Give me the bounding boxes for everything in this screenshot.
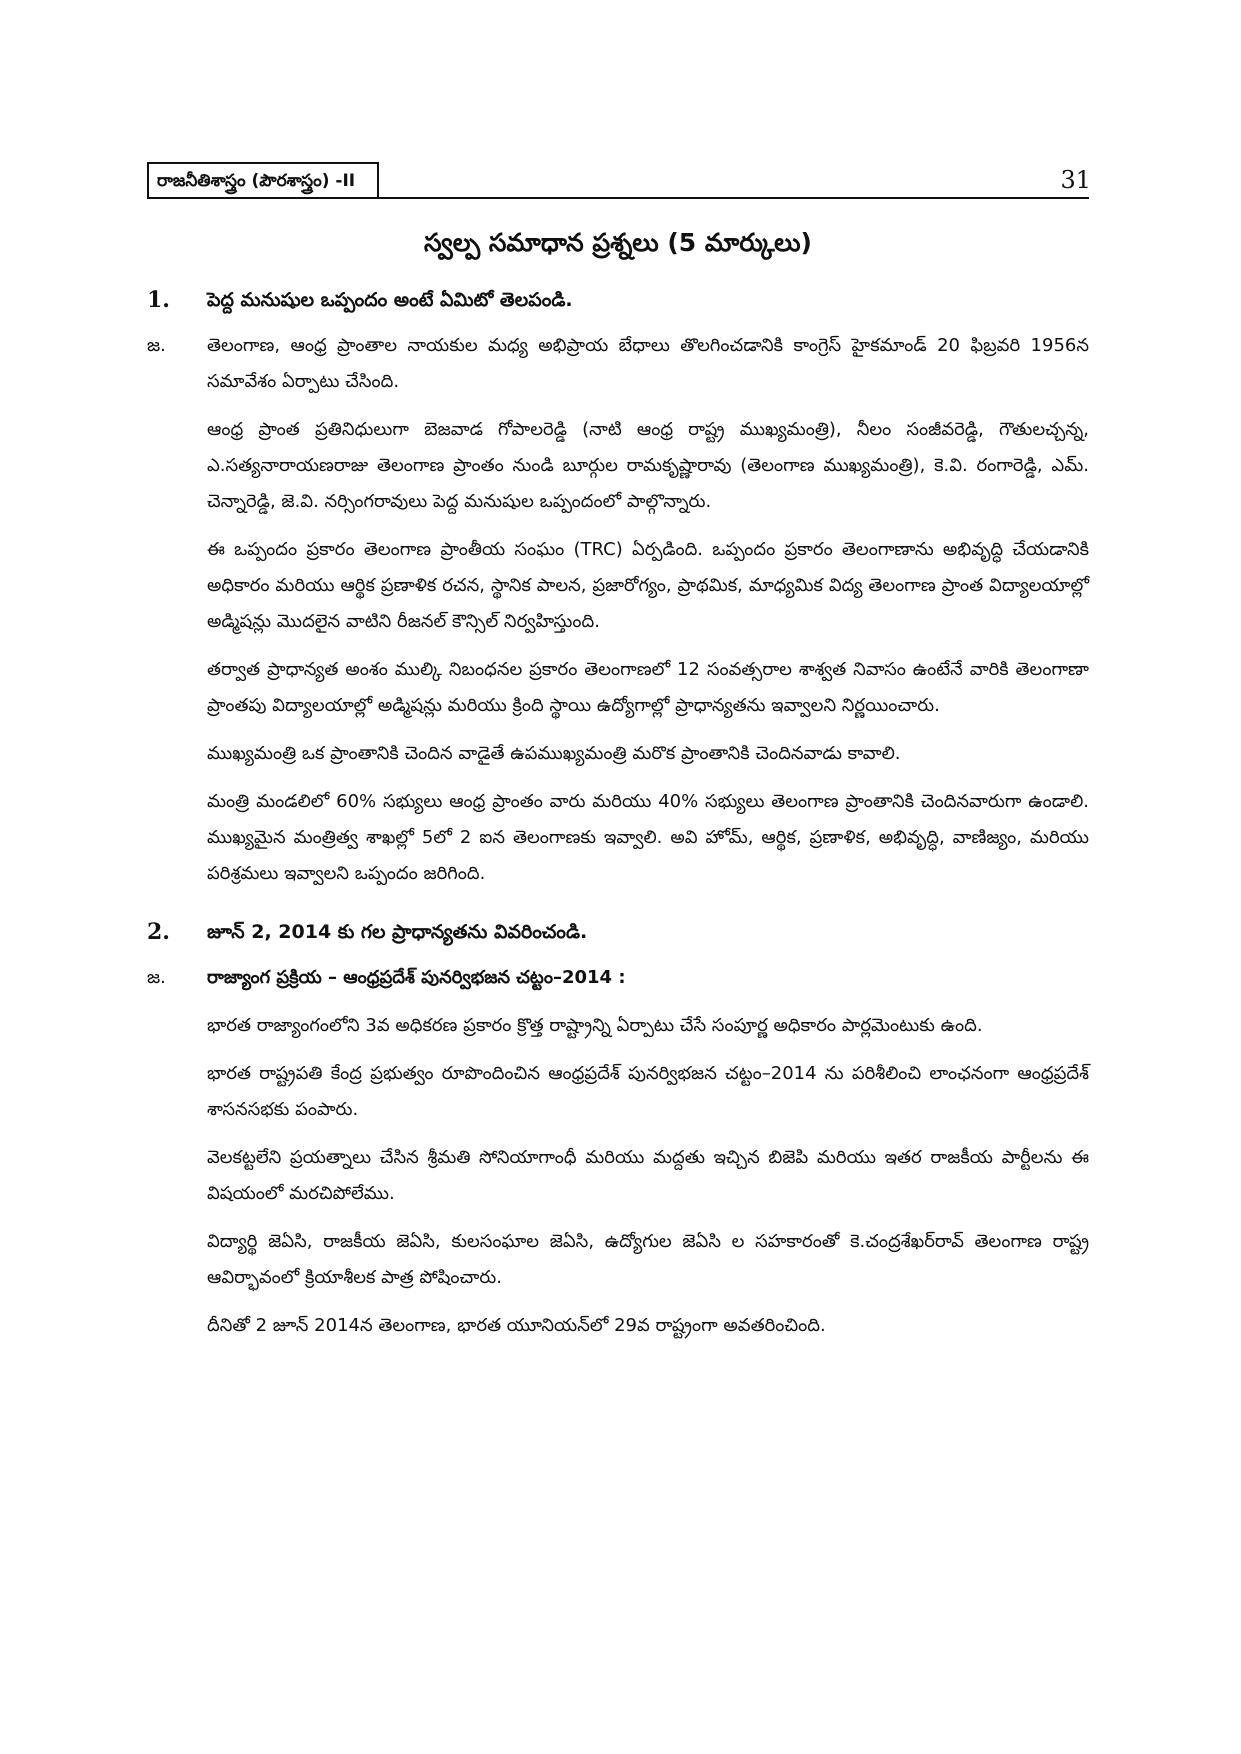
page-number: 31 — [1060, 166, 1091, 194]
spacer — [147, 904, 1089, 914]
answer-paragraph: దీనితో 2 జూన్ 2014న తెలంగాణ, భారత యూనియన్‌లో 29వ రాష్ట్రంగా అవతరించింది. — [207, 1315, 826, 1336]
answer-body — [207, 328, 1089, 412]
answer-1-continued — [147, 412, 1089, 892]
question-text: జూన్ 2, 2014 కు గల ప్రాధాన్యతను వివరించండి. — [207, 921, 588, 943]
answer-paragraph: తెలంగాణ, ఆంధ్ర ప్రాంతాల నాయకుల మధ్య అభిప్రాయ బేధాలు తొలగించడానికి కాంగ్రెస్ హైకమాండ్ 20 ఫిబ్రవరి 1956న సమావేశం ఏర్పాటు చేసింది. — [207, 335, 1089, 392]
answer-paragraph: ఈ ఒప్పందం ప్రకారం తెలంగాణ ప్రాంతీయ సంఘం (TRC) ఏర్పడింది. ఒప్పందం ప్రకారం తెలంగాణాను అభివృద్ధి చేయడానికి అధికారం మరియు ఆర్థిక ప్రణాళిక రచన, స్థానిక పాలన, ప్రజారోగ్యం, ప్రాథమిక, మాధ్యమిక విద్య తెలంగాణ ప్రాంత విద్యాలయాల్లో అడ్మిషన్లు మొదలైన వాటిని రీజనల్ కౌన్సిల్ నిర్వహిస్తుంది. — [207, 539, 1089, 632]
question-1 — [147, 282, 1089, 318]
running-header-title: రాజనీతిశాస్త్రం (పౌరశాస్త్రం) -II — [147, 162, 379, 198]
header-rule — [147, 197, 1089, 199]
question-number: 2. — [147, 919, 170, 945]
answer-paragraph: భారత రాష్ట్రపతి కేంద్ర ప్రభుత్వం రూపొందించిన ఆంధ్రప్రదేశ్ పునర్విభజన చట్టం–2014 ను పరిశీలించి లాంఛనంగా ఆంధ్రప్రదేశ్ శాసనసభకు పంపారు. — [207, 1063, 1089, 1120]
answer-label: జ. — [147, 967, 166, 988]
answer-paragraph: విద్యార్థి జెఏసి, రాజకీయ జెఏసి, కులసంఘాల జెఏసి, ఉద్యోగుల జెఏసి ల సహకారంతో కె.చంద్రశేఖర్‌రావ్ తెలంగాణ రాష్ట్ర ఆవిర్భావంలో క్రియాశీలక పాత్ర పోషించారు. — [207, 1231, 1089, 1288]
answer-body — [207, 960, 1089, 1356]
answer-label: జ. — [147, 335, 166, 356]
answer-1 — [147, 328, 1089, 412]
answer-paragraph: మంత్రి మండలిలో 60% సభ్యులు ఆంధ్ర ప్రాంతం వారు మరియు 40% సభ్యులు తెలంగాణ ప్రాంతానికి చెందినవారుగా ఉండాలి. ముఖ్యమైన మంత్రిత్వ శాఖల్లో 5లో 2 ఐన తెలంగాణకు ఇవ్వాలి. అవి హోమ్, ఆర్థిక, ప్రణాళిక, అభివృద్ధి, వాణిజ్యం, మరియు పరిశ్రమలు ఇవ్వాలని ఒప్పందం జరిగింది. — [207, 791, 1089, 884]
answer-paragraph: వెలకట్టలేని ప్రయత్నాలు చేసిన శ్రీమతి సోనియాగాంధీ మరియు మద్దతు ఇచ్చిన బిజెపి మరియు ఇతర రాజకీయ పార్టీలను ఈ విషయంలో మరచిపోలేము. — [207, 1147, 1089, 1204]
answer-paragraph: ముఖ్యమంత్రి ఒక ప్రాంతానికి చెందిన వాడైతే ఉపముఖ్యమంత్రి మరొక ప్రాంతానికి చెందినవాడు కావాలి. — [207, 743, 901, 764]
section-title: స్వల్ప సమాధాన ప్రశ్నలు (5 మార్కులు) — [424, 228, 812, 257]
answer-paragraph: భారత రాజ్యాంగంలోని 3వ అధికరణ ప్రకారం క్రొత్త రాష్ట్రాన్ని ఏర్పాటు చేసే సంపూర్ణ అధికారం పార్లమెంటుకు ఉంది. — [207, 1015, 983, 1036]
answer-subheading: రాజ్యాంగ ప్రక్రియ – ఆంధ్రప్రదేశ్ పునర్విభజన చట్టం–2014 : — [207, 967, 626, 988]
page-content — [147, 282, 1089, 1356]
answer-paragraph: ఆంధ్ర ప్రాంత ప్రతినిధులుగా బెజవాడ గోపాలరెడ్డి (నాటి ఆంధ్ర రాష్ట్ర ముఖ్యమంత్రి), నీలం సంజీవరెడ్డి, గౌతులచ్చన్న, ఎ.సత్యనారాయణరాజు తెలంగాణ ప్రాంతం నుండి బూర్గుల రామకృష్ణారావు (తెలంగాణ ముఖ్యమంత్రి), కె.వి. రంగారెడ్డి, ఎమ్. చెన్నారెడ్డి, జె.వి. నర్సింగరావులు పెద్ద మనుషుల ఒప్పందంలో పాల్గొన్నారు. — [207, 419, 1089, 512]
question-2 — [147, 914, 1089, 950]
question-text: పెద్ద మనుషుల ఒప్పందం అంటే ఏమిటో తెలపండి. — [207, 289, 573, 311]
answer-2 — [147, 960, 1089, 1356]
question-number: 1. — [147, 287, 170, 313]
answer-paragraph: తర్వాత ప్రాధాన్యత అంశం ముల్కి నిబంధనల ప్రకారం తెలంగాణలో 12 సంవత్సరాల శాశ్వత నివాసం ఉంటేనే వారికి తెలంగాణా ప్రాంతపు విద్యాలయాల్లో అడ్మిషన్లు మరియు క్రింది స్థాయి ఉద్యోగాల్లో ప్రాధాన్యతను ఇవ్వాలని నిర్ణయించారు. — [207, 659, 1089, 716]
